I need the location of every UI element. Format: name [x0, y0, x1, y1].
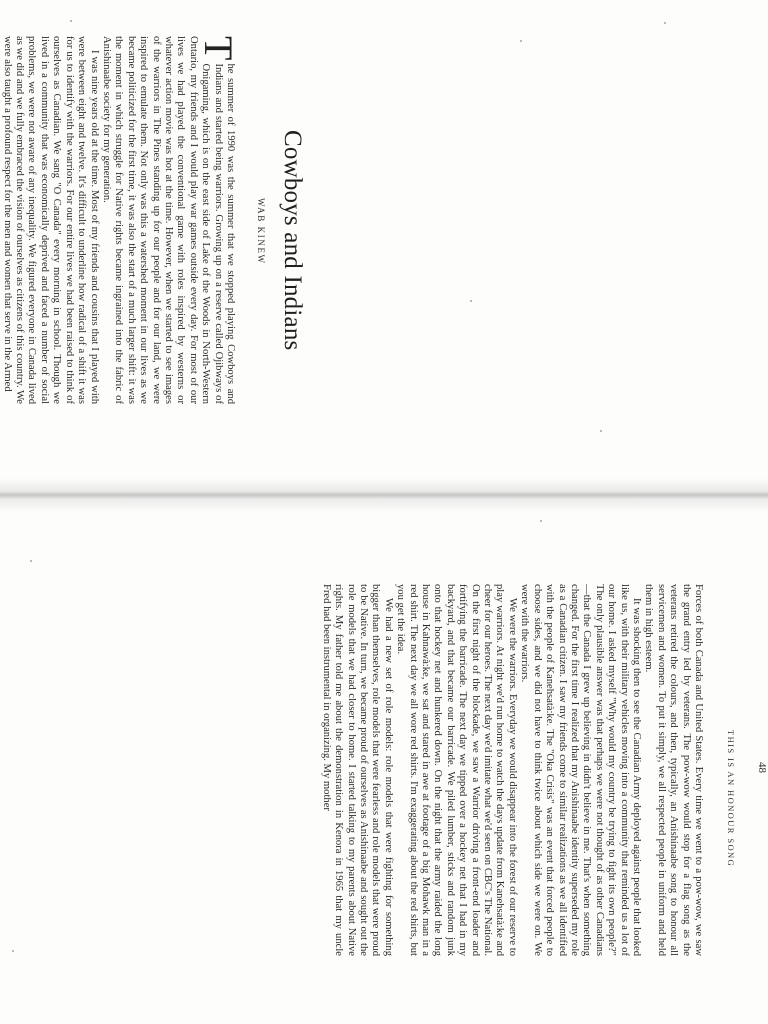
drop-cap: T	[196, 36, 241, 61]
scan-speck	[70, 20, 72, 22]
left-page-body	[0, 36, 241, 404]
running-head: THIS IS AN HONOUR SONG	[726, 730, 736, 868]
paragraph: We had a new set of role models: role models that were fighting for something bigger than themselves, role models that were fearless and role models that were proud to be Native. In turn, we became proud of ourselves as Anishinaabe and sought out the role models that we had closer to home. I started talking to my parents about Native rights. My father told me about the demonstration in Kenora in 1965 that my uncle Fred had been instrumental in organizing. My mother	[320, 584, 394, 956]
paragraph: Forces of both Canada and United States. Every time we went to a pow-wow, we saw the grand entry led by veterans. The pow-wow would stop for a flag song as the veterans retired the colours, and then, typically, an Anishinaabe song to honour all servicemen and women. To put it simply, we all respected people in uniform and held them in high esteem.	[643, 584, 704, 956]
chapter-title: Cowboys and Indians	[279, 130, 306, 351]
page-number: 48	[756, 762, 768, 773]
chapter-author: WAB KINEW	[256, 198, 266, 265]
scan-speck	[540, 520, 542, 522]
right-page	[320, 500, 768, 1024]
scan-speck	[30, 560, 32, 562]
scan-speck	[12, 950, 14, 952]
paragraph: We were the warriors. Everyday we would disappear into the forest of our reserve to play warriors. At night we'd run home to watch the days update from Kanehsatà:ke and cheer for our heroes. The next day we'd imitate what we'd seen on CBC's The National. On the first night of the blockade, we saw a Warrior driving a front-end loader and fortifying the barricade. The next day we tipped over a hockey net that I had in my backyard, and that became our barricade. We piled lumber, sticks and random junk onto that hockey net and hunkered down. On the night that the army raided the long house in Kahnawà:ke, we sat and stared in awe at footage of a big Mohawk man in a red shirt. The next day we all wore red shirts. I'm exaggerating about the red shirts, but you get the idea.	[395, 584, 518, 956]
scan-speck	[520, 40, 522, 42]
scan-speck	[664, 22, 666, 24]
scan-speck	[600, 430, 602, 432]
paragraph: It was shocking then to see the Canadian Army deployed against people that looked like us, with their military vehicles moving into a community that reminded us a lot of our home. I asked myself "Why would my country be trying to fight its own people?" The only plausible answer was that perhaps we were not thought of as other Canadians—that the Canada I grew up believing in didn't believe in me. That's when something changed. For the first time I realized that my Anishinaabe identity superseded my role as a Canadian citizen. I saw my friends come to similar realizations as we all identified with the people of Kanehsatà:ke. The "Oka Crisis" was an event that forced people to choose sides, and we did not have to think twice about which side we were on. We were with the warriors.	[519, 584, 642, 956]
paragraph: T he summer of 1990 was the summer that we stopped playing Cowboys and Indians and started being warriors. Growing up on a reserve called Ojibways of Onigaming, which is on the east side of Lake of the Woods in North-Western Ontario, my friends and I would play war games outside every day. For most of our lives we had played the conventional game with roles inspired by westerns or whatever action movie was hot at the time. However, when we started to see images of the warriors in The Pines standing up for our people and for our land, we were inspired to emulate them. Not only was this a watershed moment in our lives as we became politicized for the first time, it was also the start of a much larger shift: it was the moment in which struggle for Native rights became ingrained into the fabric of Anishinaabe society for my generation.	[100, 36, 241, 404]
right-page-body	[319, 584, 704, 956]
scan-speck	[470, 300, 472, 302]
paragraph: I was nine years old at the time. Most of my friends and cousins that I played with were between eight and twelve. It's difficult to underline how radical of a shift it was for us to identify with the warriors. For our entire lives we had been raised to think of ourselves as Canadian. We sang "O Canada" every morning in school. Though we lived in a community that was economically deprived and faced a number of social problems, we were not aware of any inequality. We figured everyone in Canada lived as we did and we fully embraced the vision of ourselves as citizens of this country. We were also taught a profound respect for the men and women that serve in the Armed	[1, 36, 100, 404]
left-page	[0, 0, 384, 500]
